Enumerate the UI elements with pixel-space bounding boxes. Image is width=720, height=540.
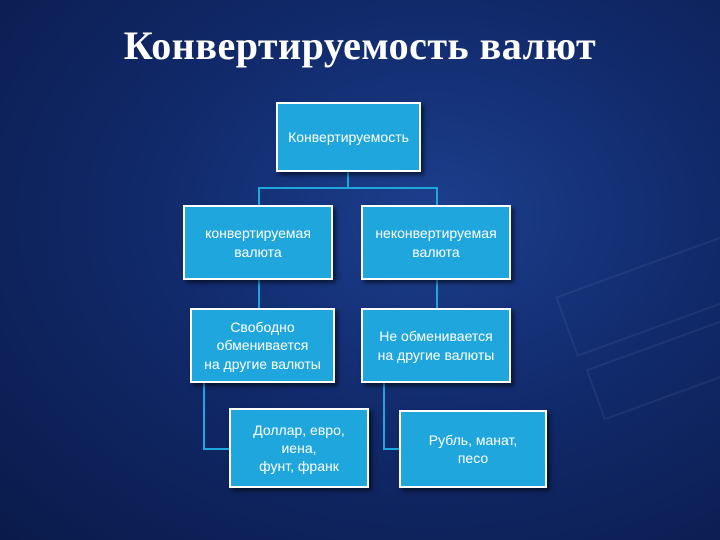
convertible-currency-box: конвертируемая валюта: [183, 205, 333, 280]
connector-line: [203, 448, 231, 450]
connector-line: [347, 170, 349, 188]
connector-line: [258, 187, 438, 189]
connector-line: [203, 380, 205, 450]
nonconvertible-currency-box: неконвертируемая валюта: [361, 205, 511, 280]
connector-line: [258, 278, 260, 310]
slide-title: Конвертируемость валют: [123, 23, 597, 68]
convertible-examples-box: Доллар, евро, иена, фунт, франк: [229, 408, 369, 488]
nonconvertible-description-box: Не обменивается на другие валюты: [361, 308, 511, 383]
nonconvertible-examples-box: Рубль, манат, песо: [399, 410, 547, 488]
convertible-description-box: Свободно обменивается на другие валюты: [190, 308, 335, 383]
connector-line: [436, 278, 438, 310]
connector-line: [383, 380, 385, 450]
root-box: Конвертируемость: [276, 102, 421, 172]
connector-line: [436, 187, 438, 207]
connector-line: [258, 187, 260, 207]
